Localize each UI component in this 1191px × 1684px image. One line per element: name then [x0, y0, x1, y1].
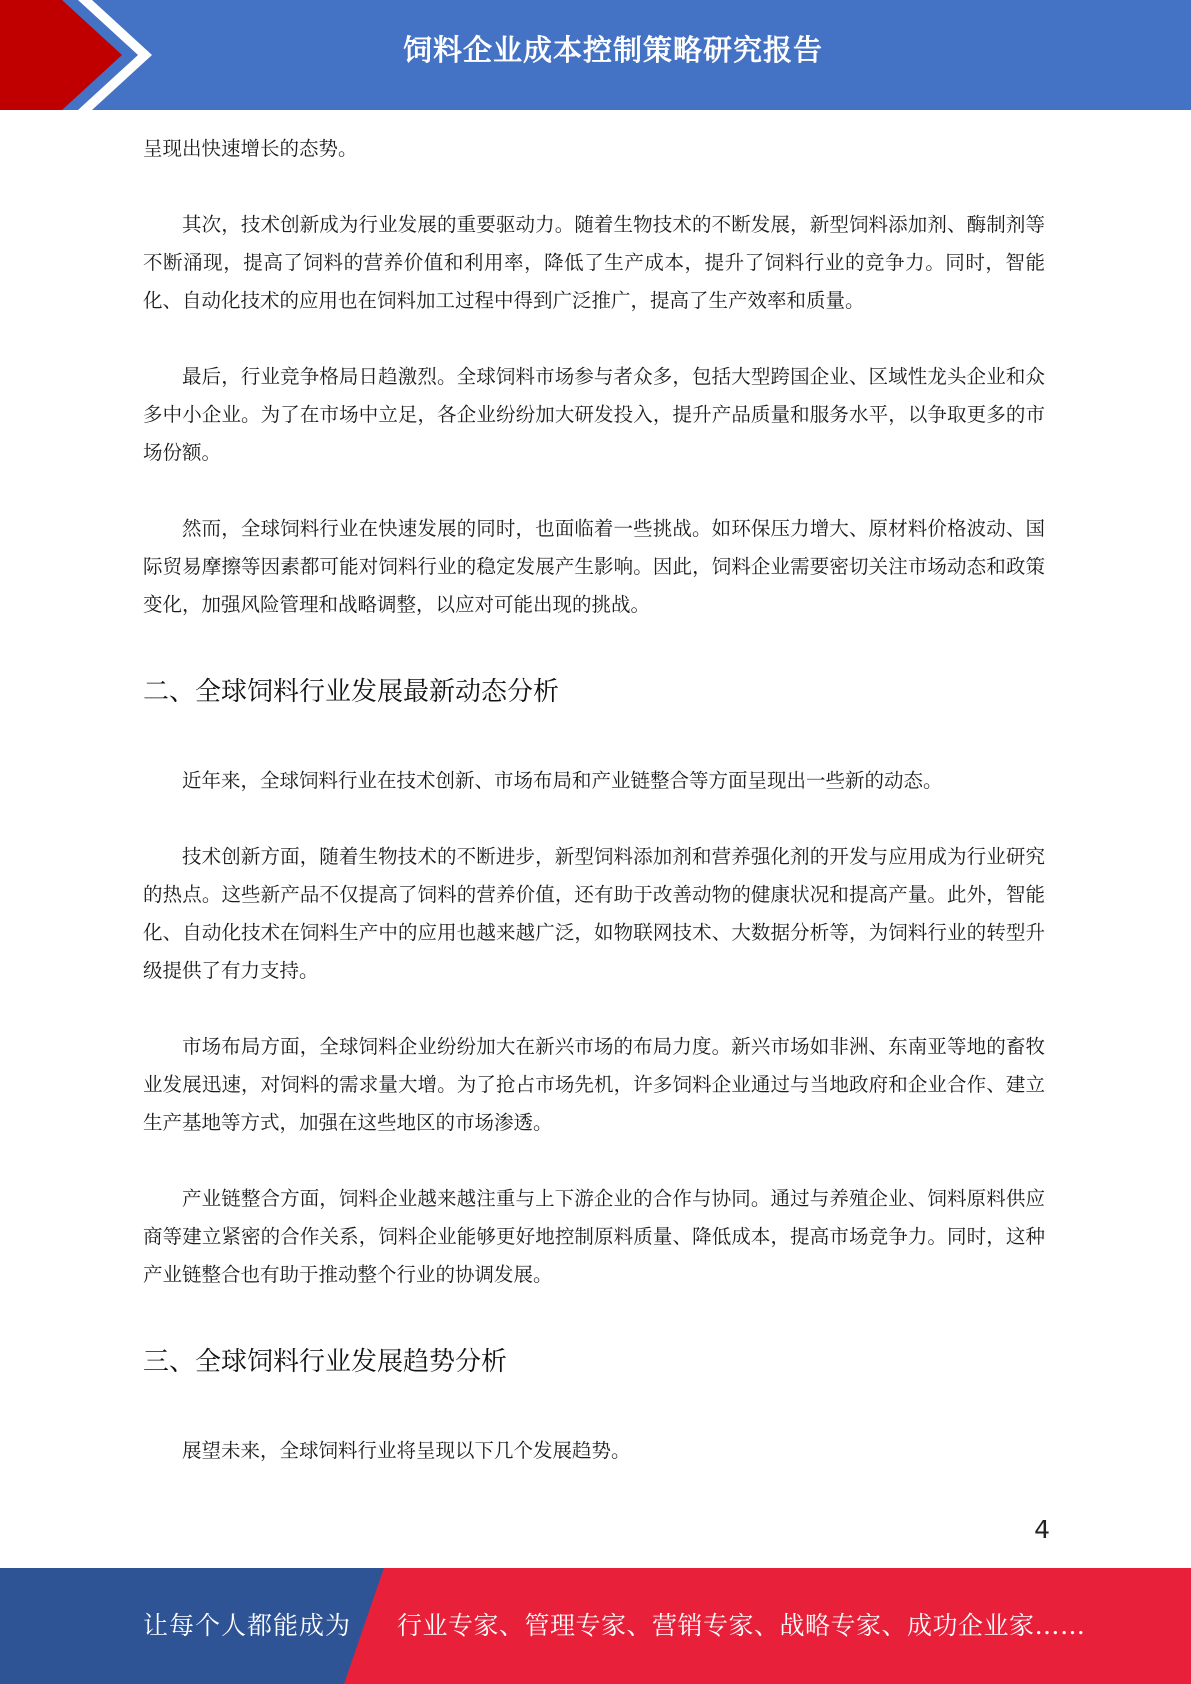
- paragraph: 最后，行业竞争格局日趋激烈。全球饲料市场参与者众多，包括大型跨国企业、区域性龙头企业和众多中小企业。为了在市场中立足，各企业纷纷加大研发投入，提升产品质量和服务水平，以争取更多的市场份额。: [143, 365, 1045, 464]
- header-title: 饲料企业成本控制策略研究报告: [402, 33, 823, 67]
- footer-slogan-left: 让每个人都能成为: [143, 1611, 352, 1640]
- paragraph: 呈现出快速增长的态势。: [143, 137, 358, 160]
- paragraph: 市场布局方面，全球饲料企业纷纷加大在新兴市场的布局力度。新兴市场如非洲、东南亚等地的畜牧业发展迅速，对饲料的需求量大增。为了抢占市场先机，许多饲料企业通过与当地政府和企业合作、建立生产基地等方式，加强在这些地区的市场渗透。: [143, 1035, 1045, 1134]
- page-number: 4: [1034, 1515, 1050, 1544]
- section-heading: 三、全球饲料行业发展趋势分析: [143, 1347, 508, 1377]
- paragraph: 展望未来，全球饲料行业将呈现以下几个发展趋势。: [182, 1439, 631, 1462]
- paragraph: 产业链整合方面，饲料企业越来越注重与上下游企业的合作与协同。通过与养殖企业、饲料原料供应商等建立紧密的合作关系，饲料企业能够更好地控制原料质量、降低成本，提高市场竞争力。同时，这种产业链整合也有助于推动整个行业的协调发展。: [143, 1187, 1045, 1286]
- section-heading: 二、全球饲料行业发展最新动态分析: [143, 677, 560, 707]
- paragraph: 近年来，全球饲料行业在技术创新、市场布局和产业链整合等方面呈现出一些新的动态。: [182, 769, 943, 792]
- paragraph: 其次，技术创新成为行业发展的重要驱动力。随着生物技术的不断发展，新型饲料添加剂、酶制剂等不断涌现，提高了饲料的营养价值和利用率，降低了生产成本，提升了饲料行业的竞争力。同时，智能化、自动化技术的应用也在饲料加工过程中得到广泛推广，提高了生产效率和质量。: [143, 213, 1045, 312]
- page-footer: [0, 1568, 1191, 1684]
- footer-slogan-right: 行业专家、管理专家、营销专家、战略专家、成功企业家……: [397, 1611, 1086, 1640]
- paragraph: 然而，全球饲料行业在快速发展的同时，也面临着一些挑战。如环保压力增大、原材料价格波动、国际贸易摩擦等因素都可能对饲料行业的稳定发展产生影响。因此，饲料企业需要密切关注市场动态和政策变化，加强风险管理和战略调整，以应对可能出现的挑战。: [143, 517, 1045, 616]
- paragraph: 技术创新方面，随着生物技术的不断进步，新型饲料添加剂和营养强化剂的开发与应用成为行业研究的热点。这些新产品不仅提高了饲料的营养价值，还有助于改善动物的健康状况和提高产量。此外，智能化、自动化技术在饲料生产中的应用也越来越广泛，如物联网技术、大数据分析等，为饲料行业的转型升级提供了有力支持。: [143, 845, 1045, 982]
- page-header: [0, 0, 1191, 110]
- document-body: [143, 130, 1045, 1470]
